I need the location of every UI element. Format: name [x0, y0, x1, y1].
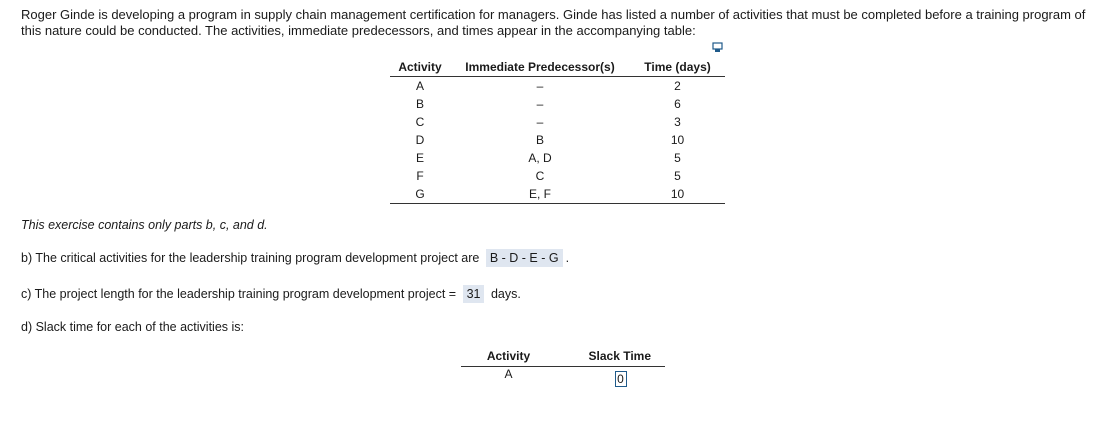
copy-table-icon[interactable] — [712, 42, 724, 53]
activity-cell: D — [415, 133, 425, 147]
time-cell: 3 — [674, 115, 681, 129]
part-d-question: d) Slack time for each of the activities is: — [21, 320, 245, 334]
table-header-row — [390, 57, 725, 77]
activity-cell: G — [390, 185, 450, 204]
table-row — [390, 167, 725, 185]
activity-cell: F — [416, 169, 424, 183]
activity-table — [390, 57, 725, 204]
part-b-answer[interactable]: B - D - E - G — [486, 249, 563, 267]
table-row — [390, 185, 725, 204]
slack-cell — [556, 367, 665, 388]
problem-intro: Roger Ginde is developing a program in supply chain management certification for managers. Ginde has listed a number of activities that must be completed before a training program of this nature could be conducted. The activities, immediate predecessors, and times appear in the accompanying table: — [21, 7, 1086, 38]
activity-cell: C — [415, 115, 425, 129]
time-cell: 2 — [674, 79, 681, 93]
table-row — [390, 149, 725, 167]
predecessor-cell: – — [536, 79, 544, 93]
table-row — [390, 95, 725, 113]
predecessor-cell: B — [535, 133, 544, 147]
activity-cell: E — [415, 151, 424, 165]
table-row — [461, 367, 665, 388]
part-b-suffix: . — [565, 251, 570, 265]
activity-cell: A — [415, 79, 424, 93]
predecessor-cell: – — [536, 97, 544, 111]
slack-activity-cell: A — [504, 367, 513, 381]
slack-header-slack: Slack Time — [556, 346, 665, 367]
table-row — [390, 131, 725, 149]
exercise-note: This exercise contains only parts b, c, and d. — [21, 218, 268, 232]
header-activity: Activity — [390, 57, 450, 77]
part-c-suffix: days. — [490, 287, 521, 301]
slack-time-table — [461, 346, 665, 387]
header-predecessors: Immediate Predecessor(s) — [450, 57, 630, 77]
time-cell: 5 — [674, 169, 681, 183]
part-c-answer[interactable]: 31 — [463, 285, 485, 303]
table-row — [390, 113, 725, 131]
part-b-question — [21, 251, 569, 265]
part-c-prefix: c) The project length for the leadership training program development project = — [21, 287, 457, 301]
header-time: Time (days) — [630, 57, 725, 77]
time-cell: 10 — [630, 185, 725, 204]
part-c-question — [21, 287, 521, 301]
predecessor-cell: C — [535, 169, 545, 183]
predecessor-cell: – — [536, 115, 544, 129]
table-row — [390, 77, 725, 96]
time-cell: 5 — [674, 151, 681, 165]
slack-header-row — [461, 346, 665, 367]
slack-input[interactable]: 0 — [615, 371, 627, 387]
predecessor-cell: A, D — [528, 151, 552, 165]
part-b-prefix: b) The critical activities for the leadership training program development project are — [21, 251, 480, 265]
time-cell: 10 — [670, 133, 685, 147]
activity-cell: B — [415, 97, 424, 111]
time-cell: 6 — [674, 97, 681, 111]
predecessor-cell: E, F — [450, 185, 630, 204]
slack-header-activity: Activity — [461, 346, 556, 367]
